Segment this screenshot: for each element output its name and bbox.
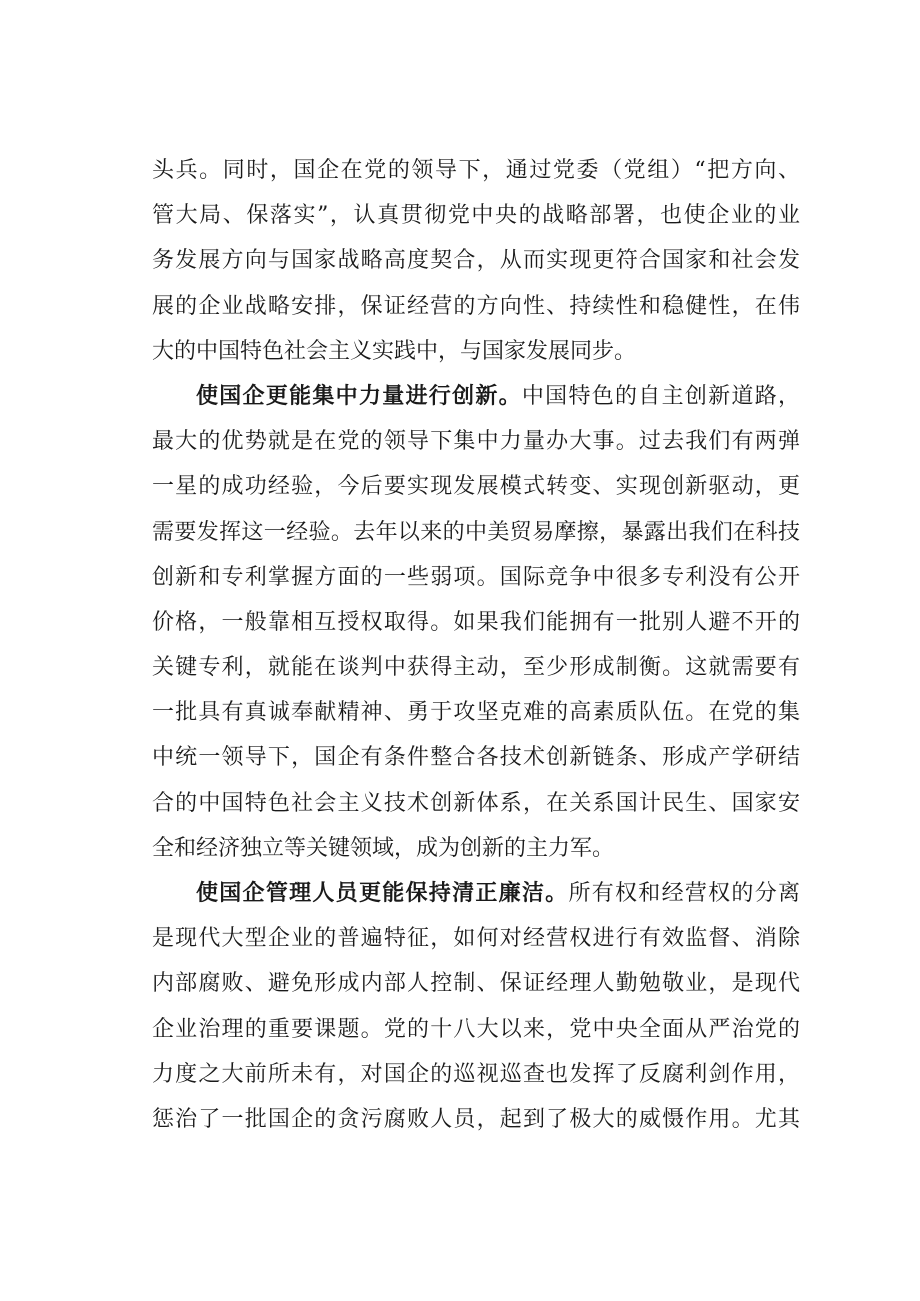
document-body [152,148,800,1142]
text-line: 内部腐败、避免形成内部人控制、保证经理人勤勉敬业，是现代 [152,971,800,997]
text-line: 务发展方向与国家战略高度契合，从而实现更符合国家和社会发 [152,248,800,274]
paragraph-first-line-text: 所有权和经营权的分离 [568,881,800,906]
text-line: 合的中国特色社会主义技术创新体系，在关系国计民生、国家安 [152,790,800,816]
text-line: 最大的优势就是在党的领导下集中力量办大事。过去我们有两弹 [152,429,800,455]
text-line: 大的中国特色社会主义实践中，与国家发展同步。 [152,338,637,364]
paragraph-integrity [152,871,800,1142]
text-line: 企业治理的重要课题。党的十八大以来，党中央全面从严治党的 [152,1016,800,1042]
text-line [152,871,800,916]
text-line: 一星的成功经验，今后要实现发展模式转变、实现创新驱动，更 [152,474,800,500]
text-line: 全和经济独立等关键领域，成为创新的主力军。 [152,835,615,861]
paragraph-continuation [152,148,800,374]
text-line: 展的企业战略安排，保证经营的方向性、持续性和稳健性，在伟 [152,293,800,319]
paragraph-heading: 使国企管理人员更能保持清正廉洁。 [196,881,569,906]
text-line: 头兵。同时，国企在党的领导下，通过党委（党组）“把方向、 [152,158,800,183]
text-line: 关键专利，就能在谈判中获得主动，至少形成制衡。这就需要有 [152,655,800,681]
text-line: 力度之大前所未有，对国企的巡视巡查也发挥了反腐利剑作用， [152,1061,800,1087]
text-line: 中统一领导下，国企有条件整合各技术创新链条、形成产学研结 [152,745,800,771]
paragraph-heading: 使国企更能集中力量进行创新。 [196,383,522,409]
paragraph-innovation [152,374,800,871]
text-line: 价格，一般靠相互授权取得。如果我们能拥有一批别人避不开的 [152,609,800,635]
text-line [152,374,800,419]
text-line: 一批具有真诚奉献精神、勇于攻坚克难的高素质队伍。在党的集 [152,700,800,726]
text-line: 需要发挥这一经验。去年以来的中美贸易摩擦，暴露出我们在科技 [152,519,800,545]
text-line: 创新和专利掌握方面的一些弱项。国际竞争中很多专利没有公开 [152,564,800,590]
text-line: 惩治了一批国企的贪污腐败人员，起到了极大的威慑作用。尤其 [152,1106,800,1132]
paragraph-first-line-text: 中国特色的自主创新道路， [521,383,800,409]
text-line: 管大局、保落实”，认真贯彻党中央的战略部署，也使企业的业 [152,203,800,229]
text-line: 是现代大型企业的普遍特征，如何对经营权进行有效监督、消除 [152,926,800,952]
